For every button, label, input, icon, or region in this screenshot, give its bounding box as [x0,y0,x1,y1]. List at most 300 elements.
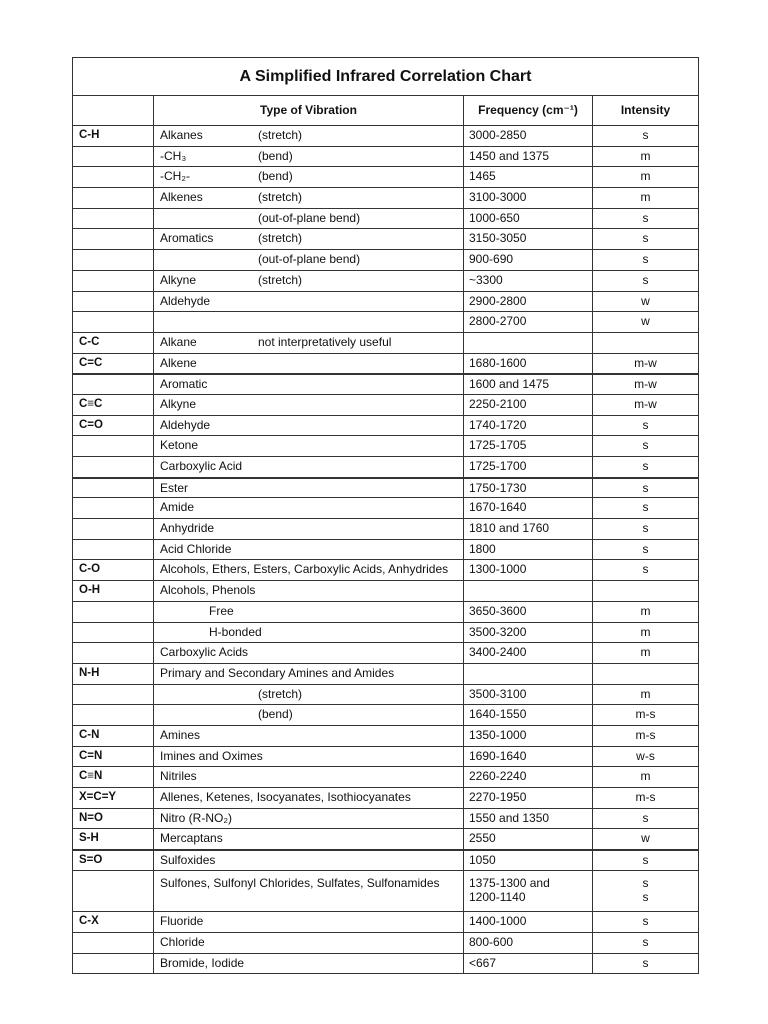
vibration-cell [154,933,464,953]
bond-cell [73,188,154,208]
frequency-value: 2900-2800 [469,293,527,308]
frequency-cell [464,851,593,870]
frequency-value: 1800 [469,541,496,556]
bond-label: C-N [79,728,100,741]
intensity-cell [593,229,698,249]
table-row [73,332,698,353]
frequency-cell [464,767,593,787]
table-row [73,435,698,456]
intensity-cell [593,457,698,477]
bond-cell [73,250,154,270]
bond-label: S=O [79,854,103,867]
bond-cell [73,229,154,249]
vibration-cell [154,809,464,829]
functional-group-label: Fluoride [160,914,204,929]
frequency-value: 3500-3100 [469,686,527,701]
table-row [73,125,698,146]
vibration-cell [154,643,464,663]
vibration-cell [154,498,464,518]
frequency-cell [464,933,593,953]
functional-group-label: Carboxylic Acid [160,459,243,473]
frequency-cell [464,685,593,705]
intensity-cell [593,933,698,953]
intensity-cell [593,788,698,808]
vibration-mode-label: (stretch) [258,272,303,287]
bond-label: C≡N [79,770,103,783]
vibration-cell [154,312,464,332]
frequency-cell [464,540,593,560]
intensity-value: m [640,148,651,163]
frequency-value: 2800-2700 [469,314,527,329]
frequency-value: 3400-2400 [469,645,527,660]
vibration-cell [154,829,464,849]
intensity-cell [593,664,698,684]
frequency-cell [464,375,593,394]
frequency-cell [464,498,593,518]
bond-cell [73,623,154,643]
frequency-cell [464,871,593,911]
frequency-cell [464,581,593,601]
bond-cell [73,726,154,746]
bond-cell [73,167,154,187]
bond-cell [73,851,154,870]
table-row [73,146,698,167]
bond-cell [73,685,154,705]
intensity-value: s [642,955,649,970]
frequency-cell [464,126,593,146]
bond-cell [73,954,154,974]
intensity-cell [593,726,698,746]
intensity-value: s [642,914,649,929]
bond-cell [73,933,154,953]
frequency-cell [464,560,593,580]
intensity-value: w [641,293,650,308]
vibration-cell [154,912,464,932]
header-row [73,95,698,125]
intensity-value: s [642,521,649,536]
frequency-cell [464,250,593,270]
intensity-cell [593,623,698,643]
frequency-cell [464,788,593,808]
frequency-value: 1725-1705 [469,438,527,453]
bond-label: C=N [79,749,103,762]
table-row [73,601,698,622]
frequency-cell [464,292,593,312]
intensity-cell [593,333,698,353]
frequency-cell [464,519,593,539]
frequency-value: 1350-1000 [469,727,527,742]
bond-label: C-H [79,129,100,141]
intensity-cell [593,147,698,167]
intensity-cell [593,271,698,291]
bond-cell [73,479,154,498]
intensity-cell [593,292,698,312]
vibration-cell [154,333,464,353]
intensity-cell [593,560,698,580]
intensity-cell [593,912,698,932]
intensity-value: m-w [634,396,657,411]
vibration-cell [154,767,464,787]
table-body [73,125,698,973]
intensity-value: m [640,686,651,701]
functional-group-label: Alkanes [160,128,203,142]
intensity-cell [593,209,698,229]
vibration-cell [154,664,464,684]
frequency-value: 3100-3000 [469,190,527,205]
bond-cell [73,871,154,911]
intensity-value: s [642,438,649,453]
vibration-cell [154,623,464,643]
functional-group-label: Alkyne [160,396,197,411]
vibration-cell [154,209,464,229]
table-row [73,394,698,415]
frequency-cell [464,333,593,353]
bond-cell [73,809,154,829]
table-row [73,870,698,911]
frequency-value: 800-600 [469,934,514,949]
intensity-value: s [642,541,649,556]
frequency-value: 1400-1000 [469,914,527,929]
table-row [73,580,698,601]
bond-cell [73,788,154,808]
functional-group-label: Sulfones, Sulfonyl Chlorides, Sulfates, Sulfonamides [160,875,440,890]
table-row [73,228,698,249]
table-row [73,684,698,705]
intensity-value: m [640,624,651,639]
frequency-cell [464,912,593,932]
frequency-value: 900-690 [469,252,514,267]
table-row [73,746,698,767]
frequency-cell [464,209,593,229]
frequency-value: 1750-1730 [469,480,527,495]
table-row [73,787,698,808]
frequency-cell [464,643,593,663]
frequency-value: 3000-2850 [469,128,527,142]
intensity-cell [593,829,698,849]
intensity-cell [593,602,698,622]
functional-group-label: Alkane [160,334,197,349]
intensity-cell [593,479,698,498]
frequency-value: 1600 and 1475 [469,377,550,392]
table-row [73,456,698,477]
intensity-value: w [641,314,650,329]
intensity-value: s [642,417,649,432]
intensity-cell [593,705,698,725]
table-row [73,704,698,725]
vibration-cell [154,540,464,560]
vibration-mode-label: (stretch) [258,190,303,205]
bond-cell [73,664,154,684]
table-row [73,518,698,539]
frequency-value: 1200-1140 [469,889,526,904]
frequency-value: 1000-650 [469,210,520,225]
functional-group-label: Sulfoxides [160,853,216,868]
intensity-value: s [642,210,649,225]
frequency-cell [464,354,593,374]
bond-cell [73,498,154,518]
functional-group-label: Alkenes [160,190,203,205]
subgroup-label: Free [209,603,234,618]
intensity-cell [593,250,698,270]
vibration-cell [154,581,464,601]
vibration-cell [154,147,464,167]
intensity-value: m [640,645,651,660]
functional-group-label: Aldehyde [160,417,211,432]
vibration-cell [154,747,464,767]
intensity-cell [593,767,698,787]
bond-label: X=C=Y [79,791,117,803]
intensity-cell [593,954,698,974]
frequency-cell [464,147,593,167]
header-type-of-vibration: Type of Vibration [154,96,464,125]
intensity-value: s [642,231,649,246]
intensity-value: m [640,769,651,784]
table-row [73,642,698,663]
bond-cell [73,457,154,477]
intensity-value: w-s [636,748,655,763]
vibration-cell [154,851,464,870]
functional-group-label: Alcohols, Ethers, Esters, Carboxylic Acids, Anhydrides [160,562,449,577]
functional-group-label: Mercaptans [160,831,223,846]
vibration-cell [154,271,464,291]
vibration-cell [154,188,464,208]
vibration-mode-label: (bend) [258,169,293,184]
intensity-value: s [642,459,649,473]
table-row [73,291,698,312]
frequency-value: 1465 [469,169,496,184]
vibration-mode-label: (stretch) [258,686,303,701]
table-row [73,166,698,187]
functional-group-label: Allenes, Ketenes, Isocyanates, Isothiocyanates [160,790,411,804]
intensity-value: s [642,934,649,949]
functional-group-label: Carboxylic Acids [160,645,249,660]
bond-cell [73,829,154,849]
frequency-cell [464,954,593,974]
frequency-value: 1810 and 1760 [469,521,550,536]
table-row [73,849,698,870]
functional-group-label: Imines and Oximes [160,748,263,763]
vibration-cell [154,457,464,477]
bond-label: C=C [79,356,103,369]
frequency-value: 2250-2100 [469,396,527,411]
frequency-cell [464,436,593,456]
vibration-cell [154,602,464,622]
frequency-value: 3500-3200 [469,624,527,639]
bond-label: S-H [79,832,99,845]
intensity-value: s [642,889,649,904]
intensity-cell [593,871,698,911]
intensity-value: m-s [635,707,656,722]
vibration-cell [154,292,464,312]
vibration-mode-label: (bend) [258,148,293,163]
frequency-cell [464,395,593,415]
frequency-cell [464,312,593,332]
functional-group-label: Primary and Secondary Amines and Amides [160,665,395,680]
vibration-cell [154,416,464,436]
subgroup-label: H-bonded [209,624,262,639]
functional-group-label: Chloride [160,934,205,949]
vibration-cell [154,705,464,725]
intensity-value: s [642,480,649,495]
bond-cell [73,292,154,312]
bond-cell [73,767,154,787]
intensity-cell [593,851,698,870]
bond-cell [73,395,154,415]
functional-group-label: Ketone [160,438,199,453]
bond-cell [73,147,154,167]
frequency-cell [464,664,593,684]
frequency-cell [464,747,593,767]
bond-cell [73,354,154,374]
bond-cell [73,560,154,580]
intensity-value: s [642,252,649,267]
frequency-cell [464,457,593,477]
intensity-cell [593,126,698,146]
frequency-cell [464,809,593,829]
table-row [73,766,698,787]
frequency-cell [464,829,593,849]
table-row [73,353,698,374]
bond-cell [73,602,154,622]
frequency-cell [464,167,593,187]
intensity-value: s [642,562,649,577]
frequency-value: 1300-1000 [469,562,527,577]
table-row [73,559,698,580]
vibration-cell [154,788,464,808]
intensity-value: m [640,169,651,184]
bond-cell [73,540,154,560]
functional-group-label: Ester [160,480,189,495]
frequency-value: 1740-1720 [469,417,527,432]
intensity-value: m [640,603,651,618]
functional-group-label: Anhydride [160,521,215,536]
frequency-cell [464,726,593,746]
table-row [73,477,698,498]
bond-cell [73,375,154,394]
vibration-mode-label: (stretch) [258,128,303,142]
frequency-cell [464,602,593,622]
table-row [73,373,698,394]
functional-group-label: Aromatics [160,231,214,246]
bond-cell [73,747,154,767]
intensity-value: m-s [635,727,656,742]
bond-label: O-H [79,584,101,597]
table-row [73,911,698,932]
vibration-cell [154,229,464,249]
bond-cell [73,912,154,932]
intensity-cell [593,540,698,560]
frequency-value: 1450 and 1375 [469,148,550,163]
functional-group-label: Amines [160,727,201,742]
functional-group-label: -CH₃ [160,148,187,163]
chart-title: A Simplified Infrared Correlation Chart [239,68,532,85]
bond-cell [73,705,154,725]
bond-label: N=O [79,811,103,824]
bond-label: C-O [79,563,101,576]
frequency-value: 1670-1640 [469,500,527,515]
functional-group-label: Acid Chloride [160,541,232,556]
functional-group-label: Amide [160,500,195,515]
bond-cell [73,436,154,456]
functional-group-label: Alcohols, Phenols [160,583,256,598]
table-row [73,208,698,229]
frequency-value: <667 [469,955,497,970]
bond-cell [73,416,154,436]
frequency-value: 1640-1550 [469,707,527,722]
bond-label: C=O [79,418,103,431]
vibration-cell [154,126,464,146]
intensity-cell [593,188,698,208]
vibration-mode-label: (out-of-plane bend) [258,252,361,267]
bond-cell [73,312,154,332]
frequency-value: 2550 [469,831,496,846]
table-row [73,622,698,643]
intensity-cell [593,312,698,332]
intensity-cell [593,809,698,829]
frequency-value: 2270-1950 [469,790,527,804]
table-row [73,187,698,208]
intensity-value: m [640,190,651,205]
frequency-value: 1050 [469,853,496,868]
frequency-value: 1680-1600 [469,355,527,370]
vibration-cell [154,479,464,498]
frequency-cell [464,188,593,208]
frequency-cell [464,229,593,249]
vibration-mode-label: not interpretatively useful [258,334,392,349]
vibration-mode-label: (out-of-plane bend) [258,210,361,225]
ir-correlation-chart [72,57,699,974]
functional-group-label: -CH₂- [160,169,190,184]
functional-group-label: Alkene [160,355,197,370]
vibration-cell [154,250,464,270]
functional-group-label: Aromatic [160,377,208,392]
vibration-cell [154,354,464,374]
vibration-cell [154,167,464,187]
vibration-mode-label: (stretch) [258,231,303,246]
bond-cell [73,581,154,601]
frequency-cell [464,416,593,436]
frequency-value: 1550 and 1350 [469,810,550,825]
frequency-value: ~3300 [469,272,503,287]
intensity-cell [593,747,698,767]
table-row [73,249,698,270]
intensity-cell [593,416,698,436]
vibration-cell [154,560,464,580]
frequency-value: 1375-1300 and [469,875,550,890]
bond-cell [73,209,154,229]
intensity-cell [593,395,698,415]
vibration-cell [154,436,464,456]
intensity-value: s [642,875,649,890]
bond-label: N-H [79,666,100,679]
bond-cell [73,643,154,663]
intensity-value: m-s [635,790,656,804]
table-row [73,663,698,684]
chart-title-row [73,58,698,95]
bond-label: C-C [79,335,100,348]
table-row [73,953,698,974]
table-row [73,415,698,436]
bond-cell [73,333,154,353]
functional-group-label: Alkyne [160,272,197,287]
intensity-value: s [642,500,649,515]
intensity-cell [593,519,698,539]
bond-cell [73,519,154,539]
table-row [73,725,698,746]
functional-group-label: Nitriles [160,769,197,784]
table-row [73,808,698,829]
functional-group-label: Aldehyde [160,293,211,308]
